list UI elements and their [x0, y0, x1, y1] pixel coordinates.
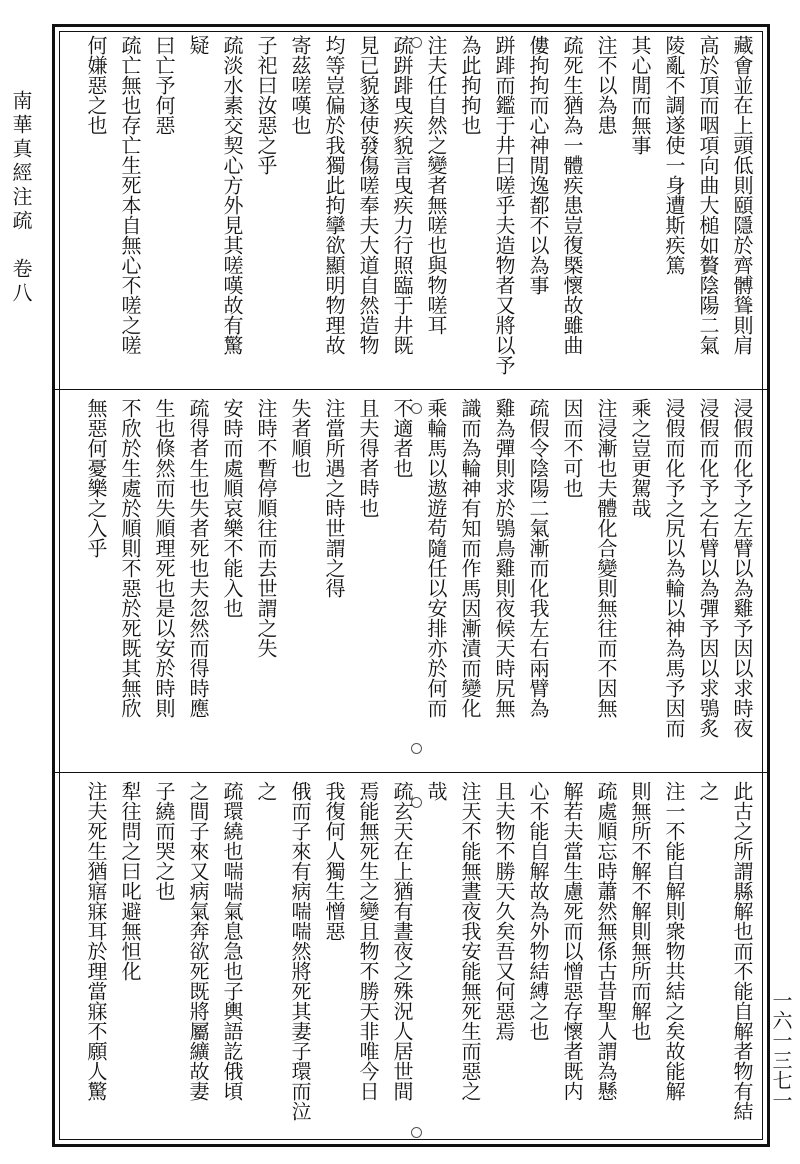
text-column: 陵亂不調遂使一身遭斯疾篤	[662, 35, 686, 275]
text-column: 其心閒而無事	[628, 35, 652, 155]
text-column: 俄而子來有病喘喘然將死其妻子環而泣	[288, 781, 312, 1121]
page-frame	[52, 24, 770, 1147]
text-column: 疏淡水素交契心方外見其嗟嘆故有驚	[220, 35, 244, 355]
side-title: 南華真經注疏 卷八	[9, 90, 33, 306]
text-column: 疏環繞也喘喘氣息急也子輿語訖俄頃	[220, 781, 244, 1101]
text-column: 疏死生猶為一體疾患豈復槩懷故雖曲	[560, 35, 584, 355]
page-number: 一六一三七一	[769, 990, 793, 1110]
text-column: 浸假而化予之右臂以為彈予因以求鴞炙	[696, 398, 720, 738]
text-column: 心不能自解故為外物結縛之也	[526, 781, 550, 1041]
text-column: 浸假而化予之左臂以為雞予因以求時夜	[730, 398, 754, 738]
text-column: 焉能無死生之變且物不勝天非唯今日	[356, 781, 380, 1101]
text-column: 乘輪馬以遨遊苟隨任以安排亦於何而	[424, 398, 448, 718]
text-column: 且夫得者時也	[356, 398, 380, 518]
text-column: 均等豈偏於我獨此拘攣欲顯明物理故	[322, 35, 346, 355]
text-column: 浸假而化予之尻以為輪以神為馬予因而	[662, 398, 686, 738]
text-column: 高於頂而咽項向曲大槌如贅陰陽二氣	[696, 35, 720, 355]
text-column: 疏跰䠊曳疾貌言曳疾力行照臨于井既	[390, 35, 414, 355]
text-column: 僂拘拘而心神閒逸都不以為事	[526, 35, 550, 295]
text-column: 疏亡無也存亡生死本自無心不嗟之嗟	[118, 35, 142, 355]
text-column: 注時不暫停順往而去世謂之失	[254, 398, 278, 658]
text-column: 注天不能無晝夜我安能無死生而惡之	[458, 781, 482, 1101]
section-divider	[55, 389, 767, 390]
text-column: 之	[254, 781, 278, 801]
text-column: 注一不能自解則衆物共結之矣故能解	[662, 781, 686, 1101]
punctuation-circle-mark	[411, 1127, 422, 1138]
punctuation-circle-mark	[411, 797, 422, 808]
text-column: 因而不可也	[560, 398, 584, 498]
text-column: 跰䠊而鑑于井曰嗟乎夫造物者又將以予	[492, 35, 516, 375]
text-column: 子繞而哭之也	[152, 781, 176, 901]
punctuation-circle-mark	[411, 403, 422, 414]
punctuation-circle-mark	[411, 743, 422, 754]
text-column: 疏處順忘時蕭然無係古昔聖人謂為懸	[594, 781, 618, 1101]
text-column: 曰亡予何惡	[152, 35, 176, 135]
text-column: 此古之所謂縣解也而不能自解者物有結	[730, 781, 754, 1121]
text-column: 子祀曰汝惡之乎	[254, 35, 278, 175]
text-column: 不欣於生處於順則不惡於死既其無欣	[118, 398, 142, 718]
text-column: 乘之豈更駕哉	[628, 398, 652, 518]
text-panel-top	[63, 35, 759, 385]
text-column: 無惡何憂樂之入乎	[84, 398, 108, 558]
text-column: 為此拘拘也	[458, 35, 482, 135]
text-panel-bottom	[63, 781, 759, 1137]
text-column: 生也倏然而失順理死也是以安於時則	[152, 398, 176, 718]
text-column: 犁往問之曰叱避無怛化	[118, 781, 142, 981]
text-column: 疏得者生也失者死也夫忽然而得時應	[186, 398, 210, 718]
text-column: 則無所不解不解則無所而解也	[628, 781, 652, 1041]
text-column: 雞為彈則求於鴞鳥雞則夜候天時尻無	[492, 398, 516, 718]
text-column: 見已貌遂使發傷嗟奉夫大道自然造物	[356, 35, 380, 355]
punctuation-circle-mark	[411, 37, 422, 48]
text-column: 且夫物不勝天久矣吾又何惡焉	[492, 781, 516, 1041]
text-column: 疑	[186, 35, 210, 55]
text-column: 哉	[424, 781, 448, 801]
text-column: 之	[696, 781, 720, 801]
text-column: 寄茲嗟嘆也	[288, 35, 312, 135]
text-column: 安時而處順哀樂不能入也	[220, 398, 244, 618]
text-column: 失者順也	[288, 398, 312, 478]
text-column: 注不以為患	[594, 35, 618, 135]
text-column: 我復何人獨生憎惡	[322, 781, 346, 941]
text-column: 何嫌惡之也	[84, 35, 108, 135]
text-column: 識而為輪神有知而作馬因漸漬而變化	[458, 398, 482, 718]
text-column: 疏假令陰陽二氣漸而化我左右兩臂為	[526, 398, 550, 718]
text-column: 注夫任自然之變者無嗟也與物嗟耳	[424, 35, 448, 335]
section-divider	[55, 772, 767, 773]
text-column: 疏玄天在上猶有晝夜之殊況人居世間	[390, 781, 414, 1101]
text-column: 注浸漸也夫體化合變則無往而不因無	[594, 398, 618, 718]
text-column: 注夫死生猶寤寐耳於理當寐不願人驚	[84, 781, 108, 1101]
text-column: 解若夫當生慮死而以憎惡存懷者既内	[560, 781, 584, 1101]
text-column: 不適者也	[390, 398, 414, 478]
text-column: 藏㑹並在上頭低則頤隱於齊髆聳則肩	[730, 35, 754, 355]
text-panel-middle	[63, 398, 759, 766]
text-column: 之間子來又病氣奔欲死既將屬纊故妻	[186, 781, 210, 1101]
text-column: 注當所遇之時世謂之得	[322, 398, 346, 598]
